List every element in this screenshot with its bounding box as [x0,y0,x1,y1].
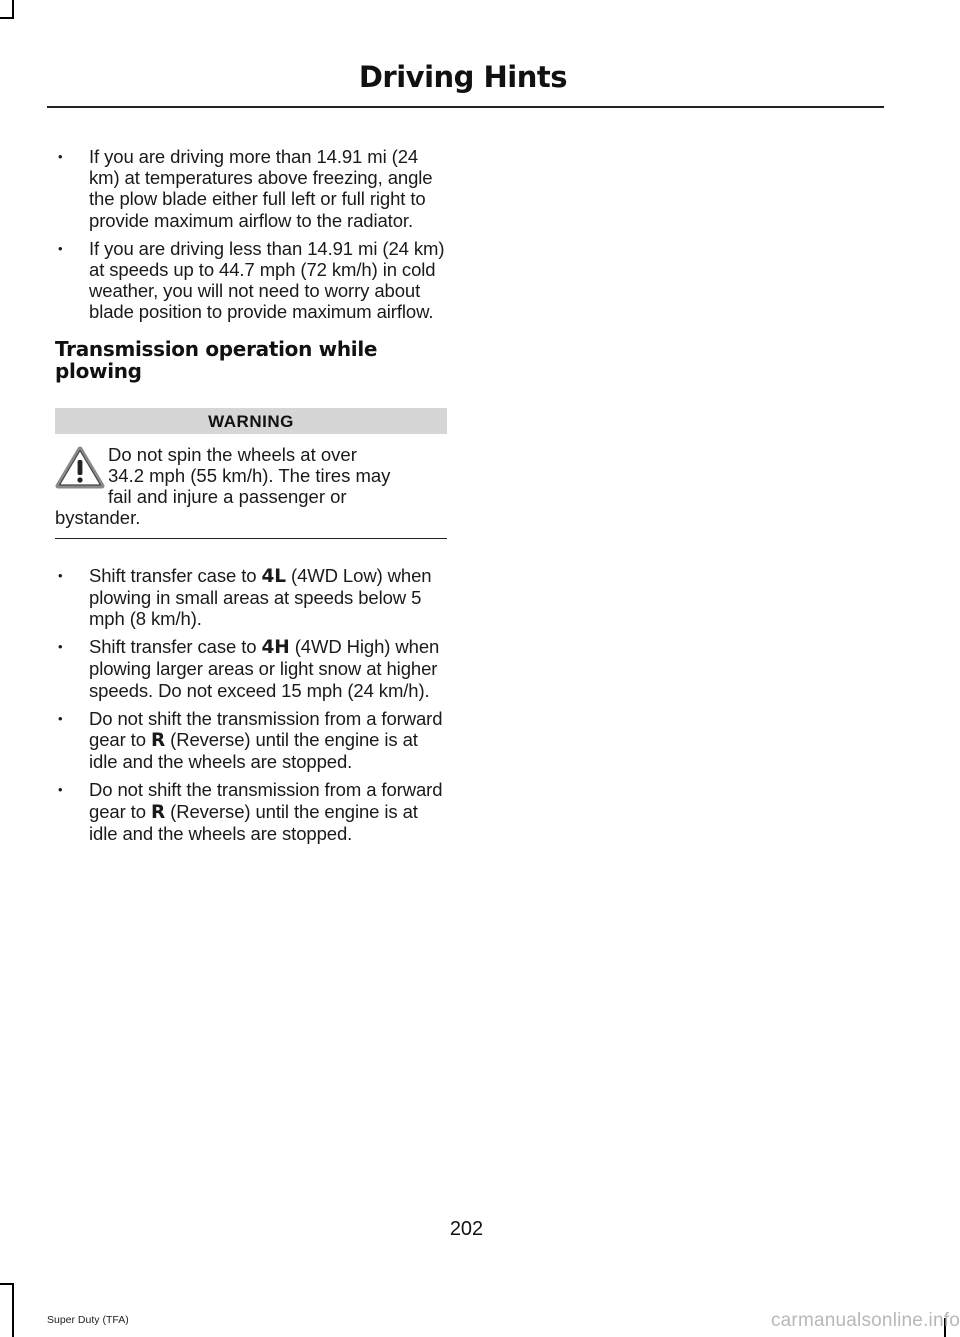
warning-divider [55,538,447,539]
main-column [55,146,447,851]
steps-bullet-list [55,565,447,844]
header-divider [47,106,884,108]
warning-triangle-icon [55,446,105,490]
bullet-text-end: (4WD Low) when plowing in small areas at speeds below 5 mph (8 km/h). [89,564,432,630]
bullet-dot: • [58,639,63,655]
crop-mark-bottom-left-horizontal [0,1283,14,1285]
bullet-text-end: (Reverse) until the engine is at idle and the wheels are stopped. [89,729,418,773]
bullet-text-end: (Reverse) until the engine is at idle and the wheels are stopped. [89,800,418,844]
warning-text [55,444,447,528]
page-number: 202 [449,1218,484,1240]
warning-label: WARNING [55,408,447,434]
bullet-text-end: (4WD High) when plowing larger areas or light snow at higher speeds. Do not exceed 15 mph (24 km/h). [89,636,440,701]
bullet-text-start: Shift transfer case to [89,564,262,586]
list-item [55,636,447,701]
bullet-dot: • [58,782,63,798]
list-item [55,146,447,231]
footer-watermark: carmanualsonline.info [770,1310,960,1331]
gear-setting: R [150,801,166,823]
crop-mark-bottom-left-vertical [12,1283,14,1337]
section-title: Driving Hints [358,60,567,94]
intro-bullet-list [55,146,447,323]
warning-box [55,408,447,539]
crop-mark-top-left-horizontal [0,17,14,19]
bullet-dot: • [58,240,63,256]
bullet-dot: • [58,149,63,164]
gear-setting: 4H [261,637,290,659]
bullet-text: If you are driving less than 14.91 mi (24 km) at speeds up to 44.7 mph (72 km/h) in cold weather, you will not need to worry about blade position to provide maximum airflow. [89,237,445,323]
bullet-dot: • [58,567,63,583]
bullet-text-start: Do not shift the transmission from a forward gear to [89,707,443,751]
gear-setting: 4L [261,565,286,587]
list-item [55,708,447,773]
warning-line: Do not spin the wheels at over [108,443,357,465]
warning-body [55,434,447,539]
bullet-dot: • [58,710,63,726]
warning-line: 34.2 mph (55 km/h). The tires may [108,464,391,486]
list-item [55,565,447,630]
list-item [55,238,447,323]
section-heading: Transmission operation while plowing [55,336,378,383]
bullet-text-start: Do not shift the transmission from a forward gear to [89,779,443,822]
gear-setting: R [150,730,166,752]
bullet-text-start: Shift transfer case to [89,636,262,658]
bullet-text: If you are driving more than 14.91 mi (24 km) at temperatures above freezing, angle the plow blade either full left or full right to provide maximum airflow to the radiator. [89,146,433,231]
warning-line: fail and injure a passenger or [108,485,347,507]
list-item [55,779,447,844]
warning-line: bystander. [55,506,141,528]
footer-model-label: Super Duty (TFA) [47,1314,129,1326]
